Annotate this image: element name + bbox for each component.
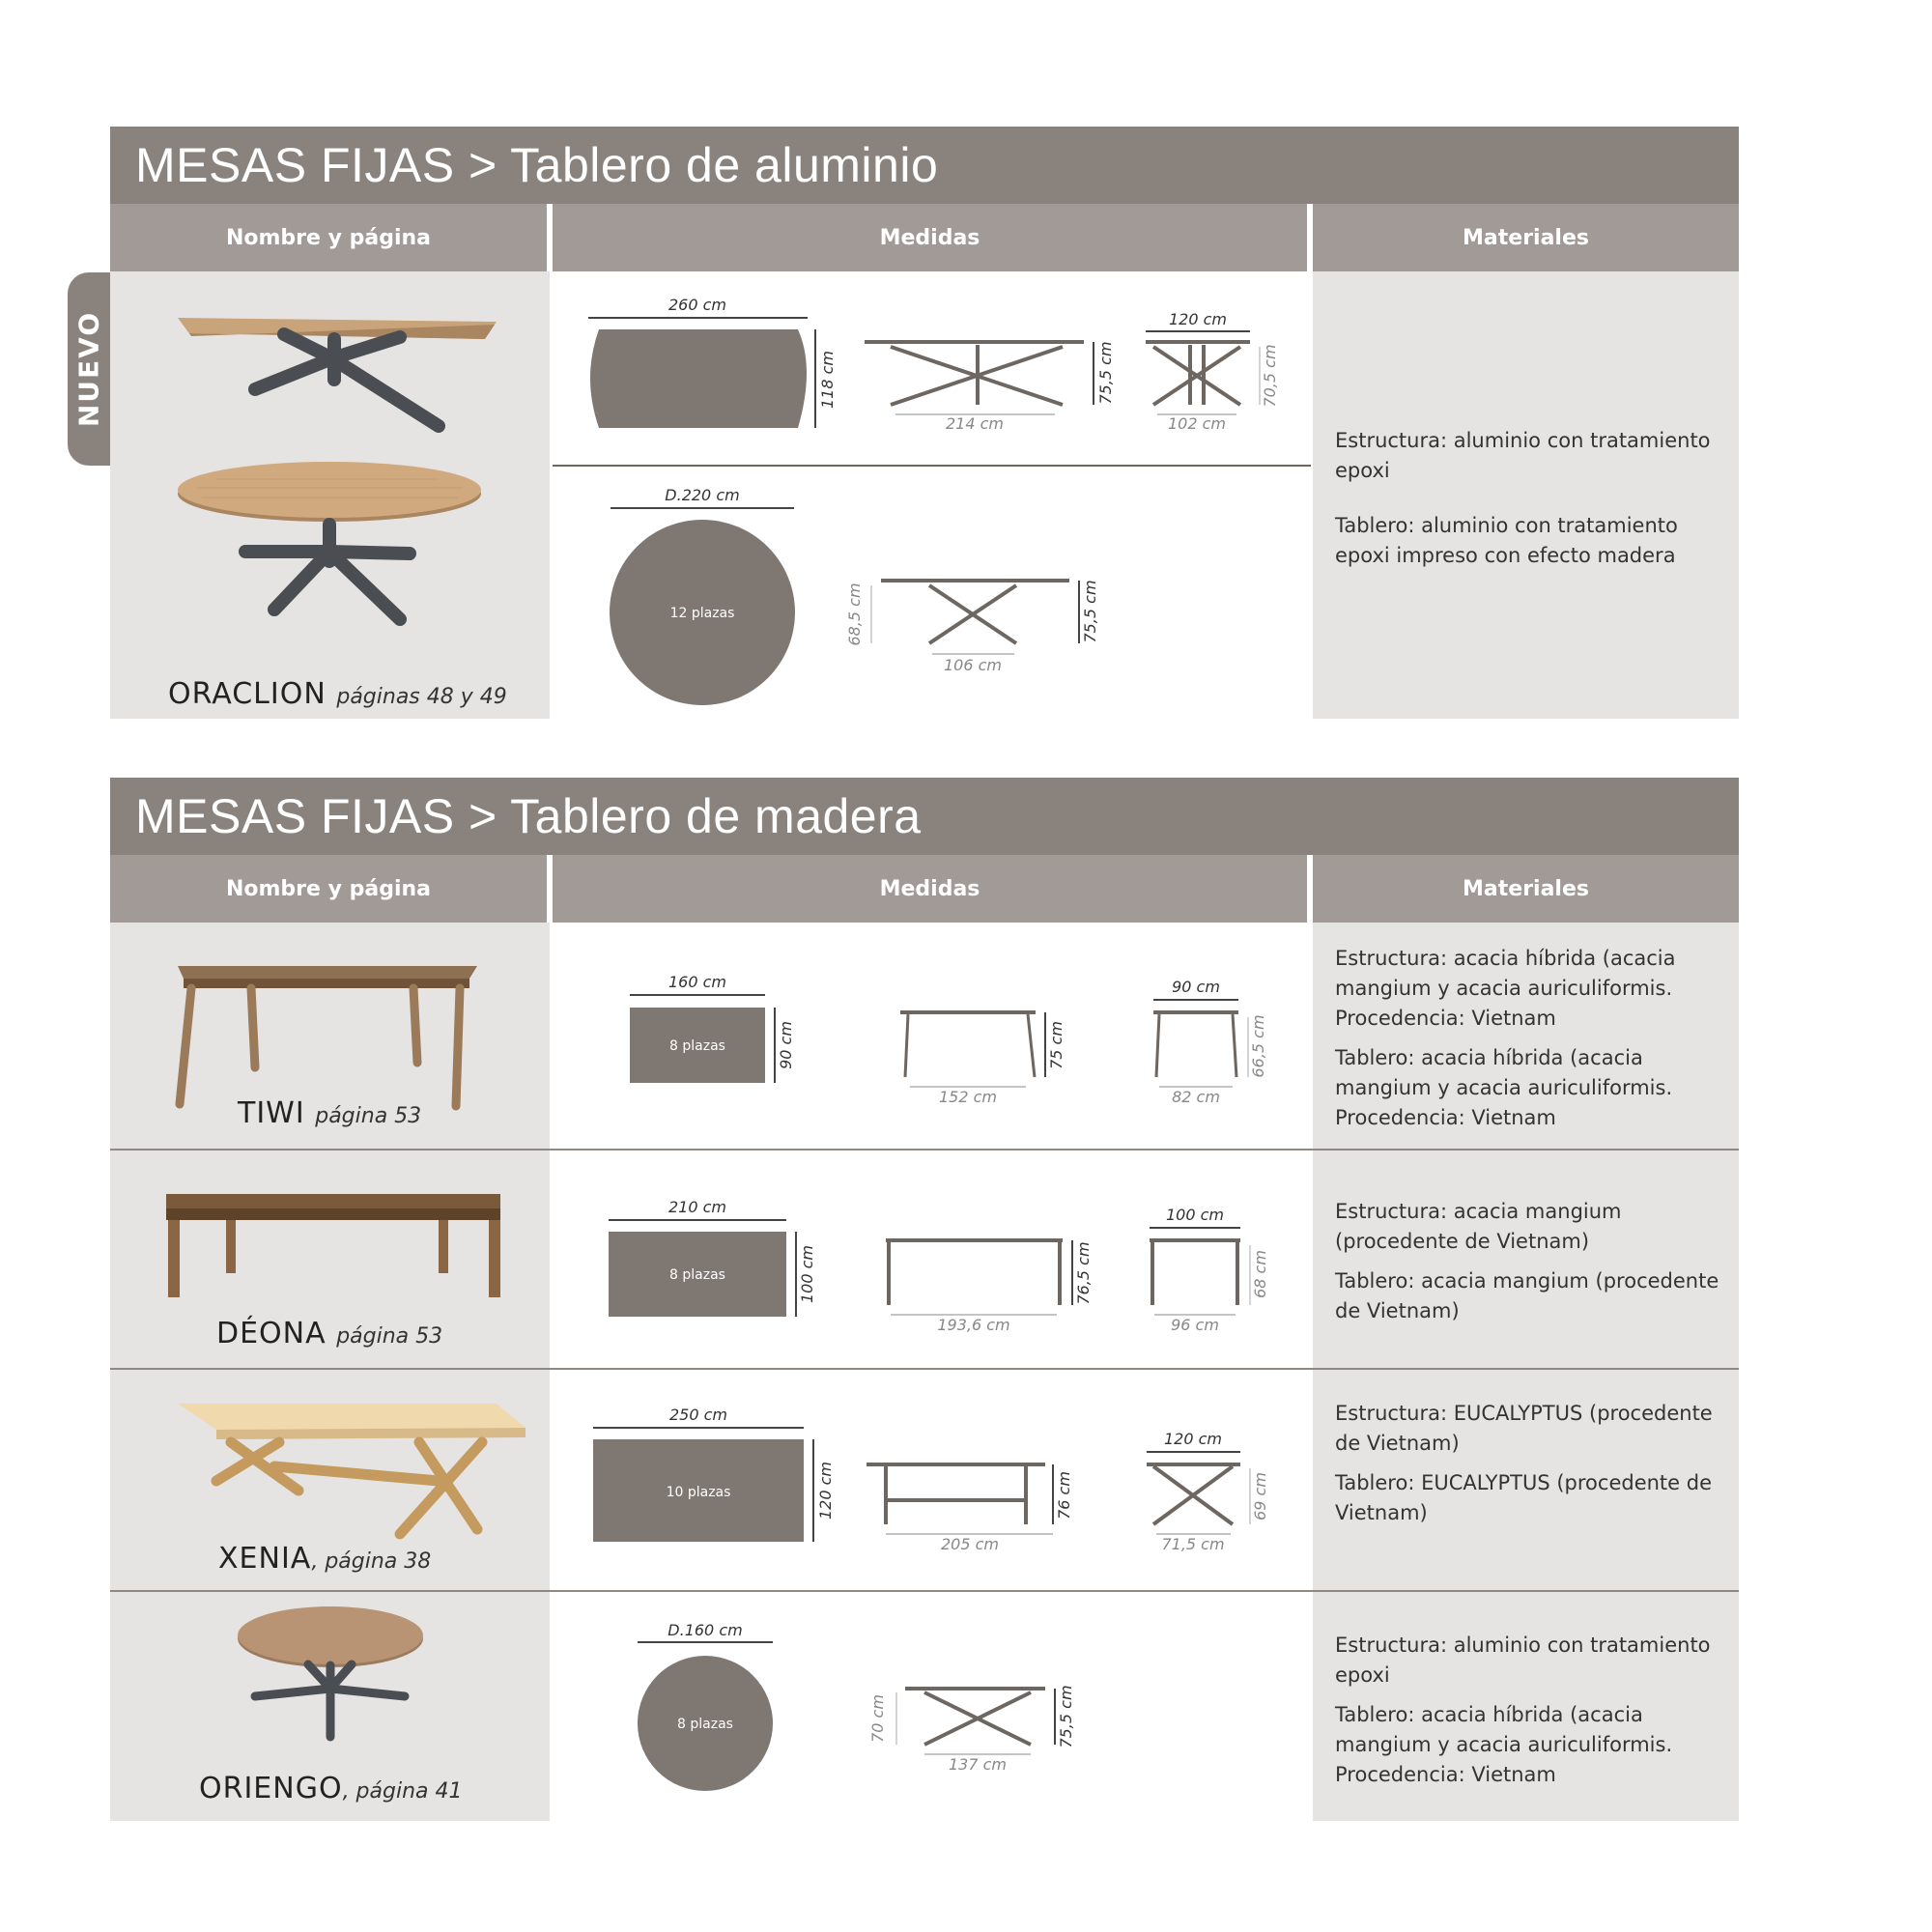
col-header-measures-2: Medidas: [553, 855, 1307, 923]
dim-round-inner-height: 68,5 cm: [845, 582, 864, 646]
seats-label: 12 plazas: [669, 606, 735, 621]
svg-text:250 cm: 250 cm: [668, 1406, 728, 1424]
col-header-materials-2: Materiales: [1313, 855, 1739, 923]
col-header-name-2: Nombre y página: [110, 855, 547, 923]
svg-text:205 cm: 205 cm: [940, 1535, 1000, 1553]
dim-end-bottom: 102 cm: [1167, 414, 1227, 433]
col-header-materials: Materiales: [1313, 204, 1739, 271]
svg-text:8 plazas: 8 plazas: [669, 1038, 725, 1054]
svg-text:10 plazas: 10 plazas: [666, 1485, 731, 1500]
measures-cell-deona: [553, 1151, 1311, 1368]
svg-text:210 cm: 210 cm: [668, 1198, 727, 1216]
svg-text:100 cm: 100 cm: [1165, 1206, 1225, 1224]
svg-text:68 cm: 68 cm: [1251, 1250, 1269, 1298]
dim-end-height: 70,5 cm: [1261, 344, 1279, 408]
col-header-measures: Medidas: [553, 204, 1307, 271]
svg-text:90 cm: 90 cm: [1172, 978, 1220, 996]
svg-text:100 cm: 100 cm: [798, 1244, 816, 1304]
svg-text:66,5 cm: 66,5 cm: [1249, 1014, 1267, 1078]
measures-cell-xenia: [553, 1370, 1311, 1590]
tiwi-measures-drawing: [553, 923, 1311, 1149]
svg-text:75 cm: 75 cm: [1047, 1021, 1065, 1069]
measures-cell-oriengo: [553, 1592, 1311, 1821]
product-name-xenia: XENIA, página 38: [218, 1542, 432, 1576]
dim-diameter: D.220 cm: [665, 486, 740, 504]
materials-text-deona: Estructura: acacia mangium (procedente de Vietnam) Tablero: acacia mangium (procedente de Vietnam): [1335, 1200, 1719, 1322]
product-name-tiwi: TIWI página 53: [238, 1096, 422, 1130]
svg-text:82 cm: 82 cm: [1172, 1088, 1220, 1106]
measures-cell-oraclion: [553, 271, 1311, 719]
materials-text-oraclion: Estructura: aluminio con tratamiento epoxi Tablero: aluminio con tratamiento epoxi impreso con efecto madera: [1335, 429, 1711, 567]
product-cell-oraclion: [110, 271, 550, 719]
svg-text:75,5 cm: 75,5 cm: [1057, 1685, 1075, 1748]
section-title-madera: MESAS FIJAS > Tablero de madera: [110, 778, 1739, 855]
svg-text:76,5 cm: 76,5 cm: [1074, 1241, 1093, 1305]
materials-cell-oraclion: [1313, 271, 1739, 719]
dim-front-bottom: 214 cm: [945, 414, 1005, 433]
svg-text:120 cm: 120 cm: [1163, 1430, 1223, 1448]
oraclion-round-photo: [110, 271, 550, 719]
svg-text:193,6 cm: 193,6 cm: [937, 1316, 1010, 1334]
dim-front-height: 75,5 cm: [1096, 341, 1115, 405]
materials-cell-deona: [1313, 1151, 1739, 1368]
materials-cell-tiwi: [1313, 923, 1739, 1149]
svg-text:137 cm: 137 cm: [948, 1755, 1008, 1774]
svg-text:8 plazas: 8 plazas: [669, 1267, 725, 1283]
dim-side: 118 cm: [818, 350, 837, 410]
svg-text:76 cm: 76 cm: [1055, 1471, 1073, 1520]
materials-text-oriengo: Estructura: aluminio con tratamiento epoxi Tablero: acacia híbrida (acacia mangium y acacia auriculiformis. Procedencia: Vietnam: [1335, 1634, 1711, 1786]
svg-text:71,5 cm: 71,5 cm: [1161, 1535, 1225, 1553]
product-cell-xenia: [110, 1370, 550, 1590]
measures-cell-tiwi: [553, 923, 1311, 1149]
col-header-name: Nombre y página: [110, 204, 547, 271]
svg-text:96 cm: 96 cm: [1171, 1316, 1219, 1334]
svg-text:8 plazas: 8 plazas: [677, 1717, 733, 1732]
product-cell-oriengo: [110, 1592, 550, 1821]
xenia-measures-drawing: [553, 1370, 1311, 1590]
dim-top: 260 cm: [668, 296, 727, 314]
svg-text:160 cm: 160 cm: [668, 973, 727, 991]
materials-text-xenia: Estructura: EUCALYPTUS (procedente de Vietnam) Tablero: EUCALYPTUS (procedente de Vietnam): [1335, 1402, 1713, 1524]
nuevo-badge: NUEVO: [68, 272, 110, 466]
svg-text:69 cm: 69 cm: [1251, 1472, 1269, 1520]
dim-round-bottom: 106 cm: [943, 656, 1003, 674]
product-name-oriengo: ORIENGO, página 41: [199, 1772, 463, 1805]
product-name-deona: DÉONA página 53: [216, 1317, 443, 1350]
svg-text:120 cm: 120 cm: [816, 1461, 835, 1520]
oriengo-measures-drawing: [553, 1592, 1311, 1821]
deona-measures-drawing: [553, 1151, 1311, 1368]
svg-text:152 cm: 152 cm: [938, 1088, 998, 1106]
dim-round-height: 75,5 cm: [1081, 580, 1099, 643]
materials-cell-xenia: [1313, 1370, 1739, 1590]
materials-cell-oriengo: [1313, 1592, 1739, 1821]
materials-text-tiwi: Estructura: acacia híbrida (acacia mangium y acacia auriculiformis. Procedencia: Vietnam Tablero: acacia híbrida (acacia mangium y acacia auriculiformis. Procedencia: Vietnam: [1335, 947, 1676, 1129]
product-cell-tiwi: [110, 923, 550, 1149]
section-title-aluminio: MESAS FIJAS > Tablero de aluminio: [110, 127, 1739, 204]
svg-text:D.160 cm: D.160 cm: [668, 1621, 743, 1639]
product-name-oraclion: ORACLION páginas 48 y 49: [168, 677, 507, 711]
product-cell-deona: [110, 1151, 550, 1368]
dim-end-top: 120 cm: [1168, 310, 1228, 328]
oraclion-measures-drawing: [553, 271, 1311, 719]
svg-text:70 cm: 70 cm: [868, 1694, 887, 1743]
svg-text:90 cm: 90 cm: [777, 1021, 795, 1069]
